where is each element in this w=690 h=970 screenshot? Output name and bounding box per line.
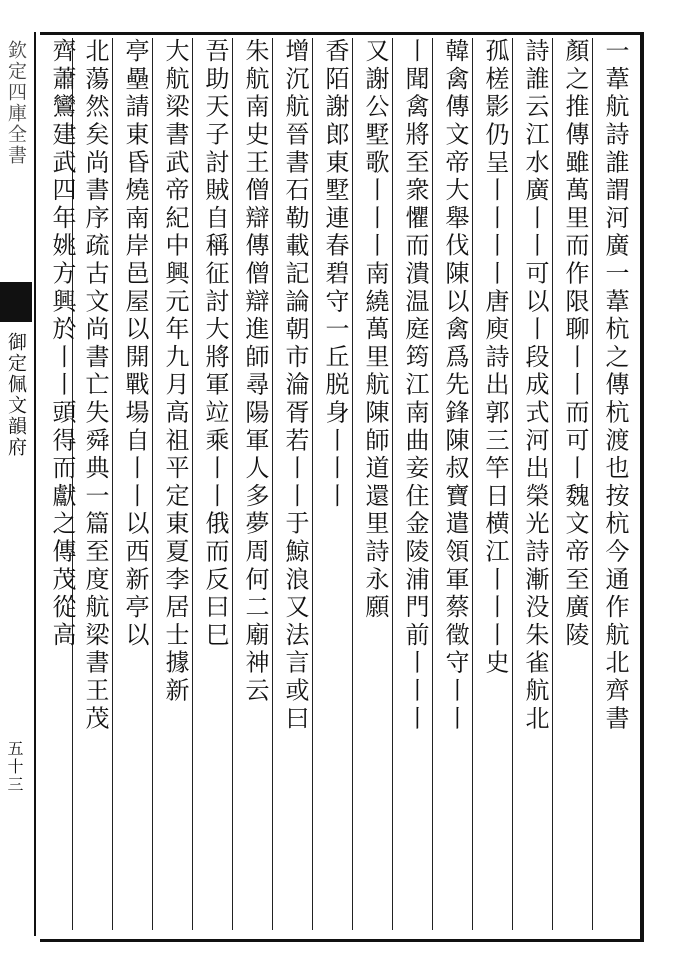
text-column-9: 增沉航晉書石勒載記論朝市淪胥若丨丨于鯨浪又法言或曰 (281, 38, 309, 733)
fishtail-mark (0, 282, 32, 322)
text-column-15: 齊蕭鸞建武四年姚方興於丨丨頭得而獻之傳茂從高 (48, 38, 76, 650)
text-column-7: 又謝公墅歌丨丨丨南繞萬里航陳師道還里詩永願 (361, 38, 389, 622)
text-column-10: 朱航南史王僧辯傳僧辯進師尋陽軍人多夢周何二廟神云 (241, 38, 269, 706)
text-column-13: 亭壘請東昏燒南岸邑屋以開戰場自丨丨以西新亭以 (121, 38, 149, 650)
text-column-4: 孤槎影仍呈丨丨丨丨唐庾詩出郭三竿日横江丨丨丨史 (481, 38, 509, 678)
margin-top-text: 欽定四庫全書 (5, 40, 27, 166)
text-column-5: 韓禽傳文帝大舉伐陳以禽爲先鋒陳叔寶遣領軍蔡徵守丨丨 (441, 38, 469, 733)
text-column-6: 丨聞禽將至衆懼而潰温庭筠江南曲妾住金陵浦門前丨丨丨 (401, 38, 429, 733)
text-column-12: 大航梁書武帝紀中興元年九月高祖平定東夏李居士據新 (161, 38, 189, 706)
page-number: 五十三 (5, 740, 24, 794)
text-column-14: 北蕩然矣尚書序疏古文尚書亡失舜典一篇至度航梁書王茂 (81, 38, 109, 733)
text-column-3: 詩誰云江水廣丨丨可以丨段成式河出榮光詩漸没朱雀航北 (521, 38, 549, 733)
text-column-2: 顏之推傳雖萬里而作限聊丨丨而可丨魏文帝至廣陵 (561, 38, 589, 650)
text-column-11: 吾助天子討賊自稱征討大將軍竝乘丨丨俄而反曰巳 (201, 38, 229, 650)
text-column-1: 一葦航詩誰謂河廣一葦杭之傳杭渡也按杭今通作航北齊書 (601, 38, 629, 733)
book-title: 御定佩文韻府 (5, 332, 27, 458)
margin-strip (0, 32, 36, 936)
text-column-8: 香陌謝郎東墅連春碧守一丘脱身丨丨丨 (321, 38, 349, 511)
